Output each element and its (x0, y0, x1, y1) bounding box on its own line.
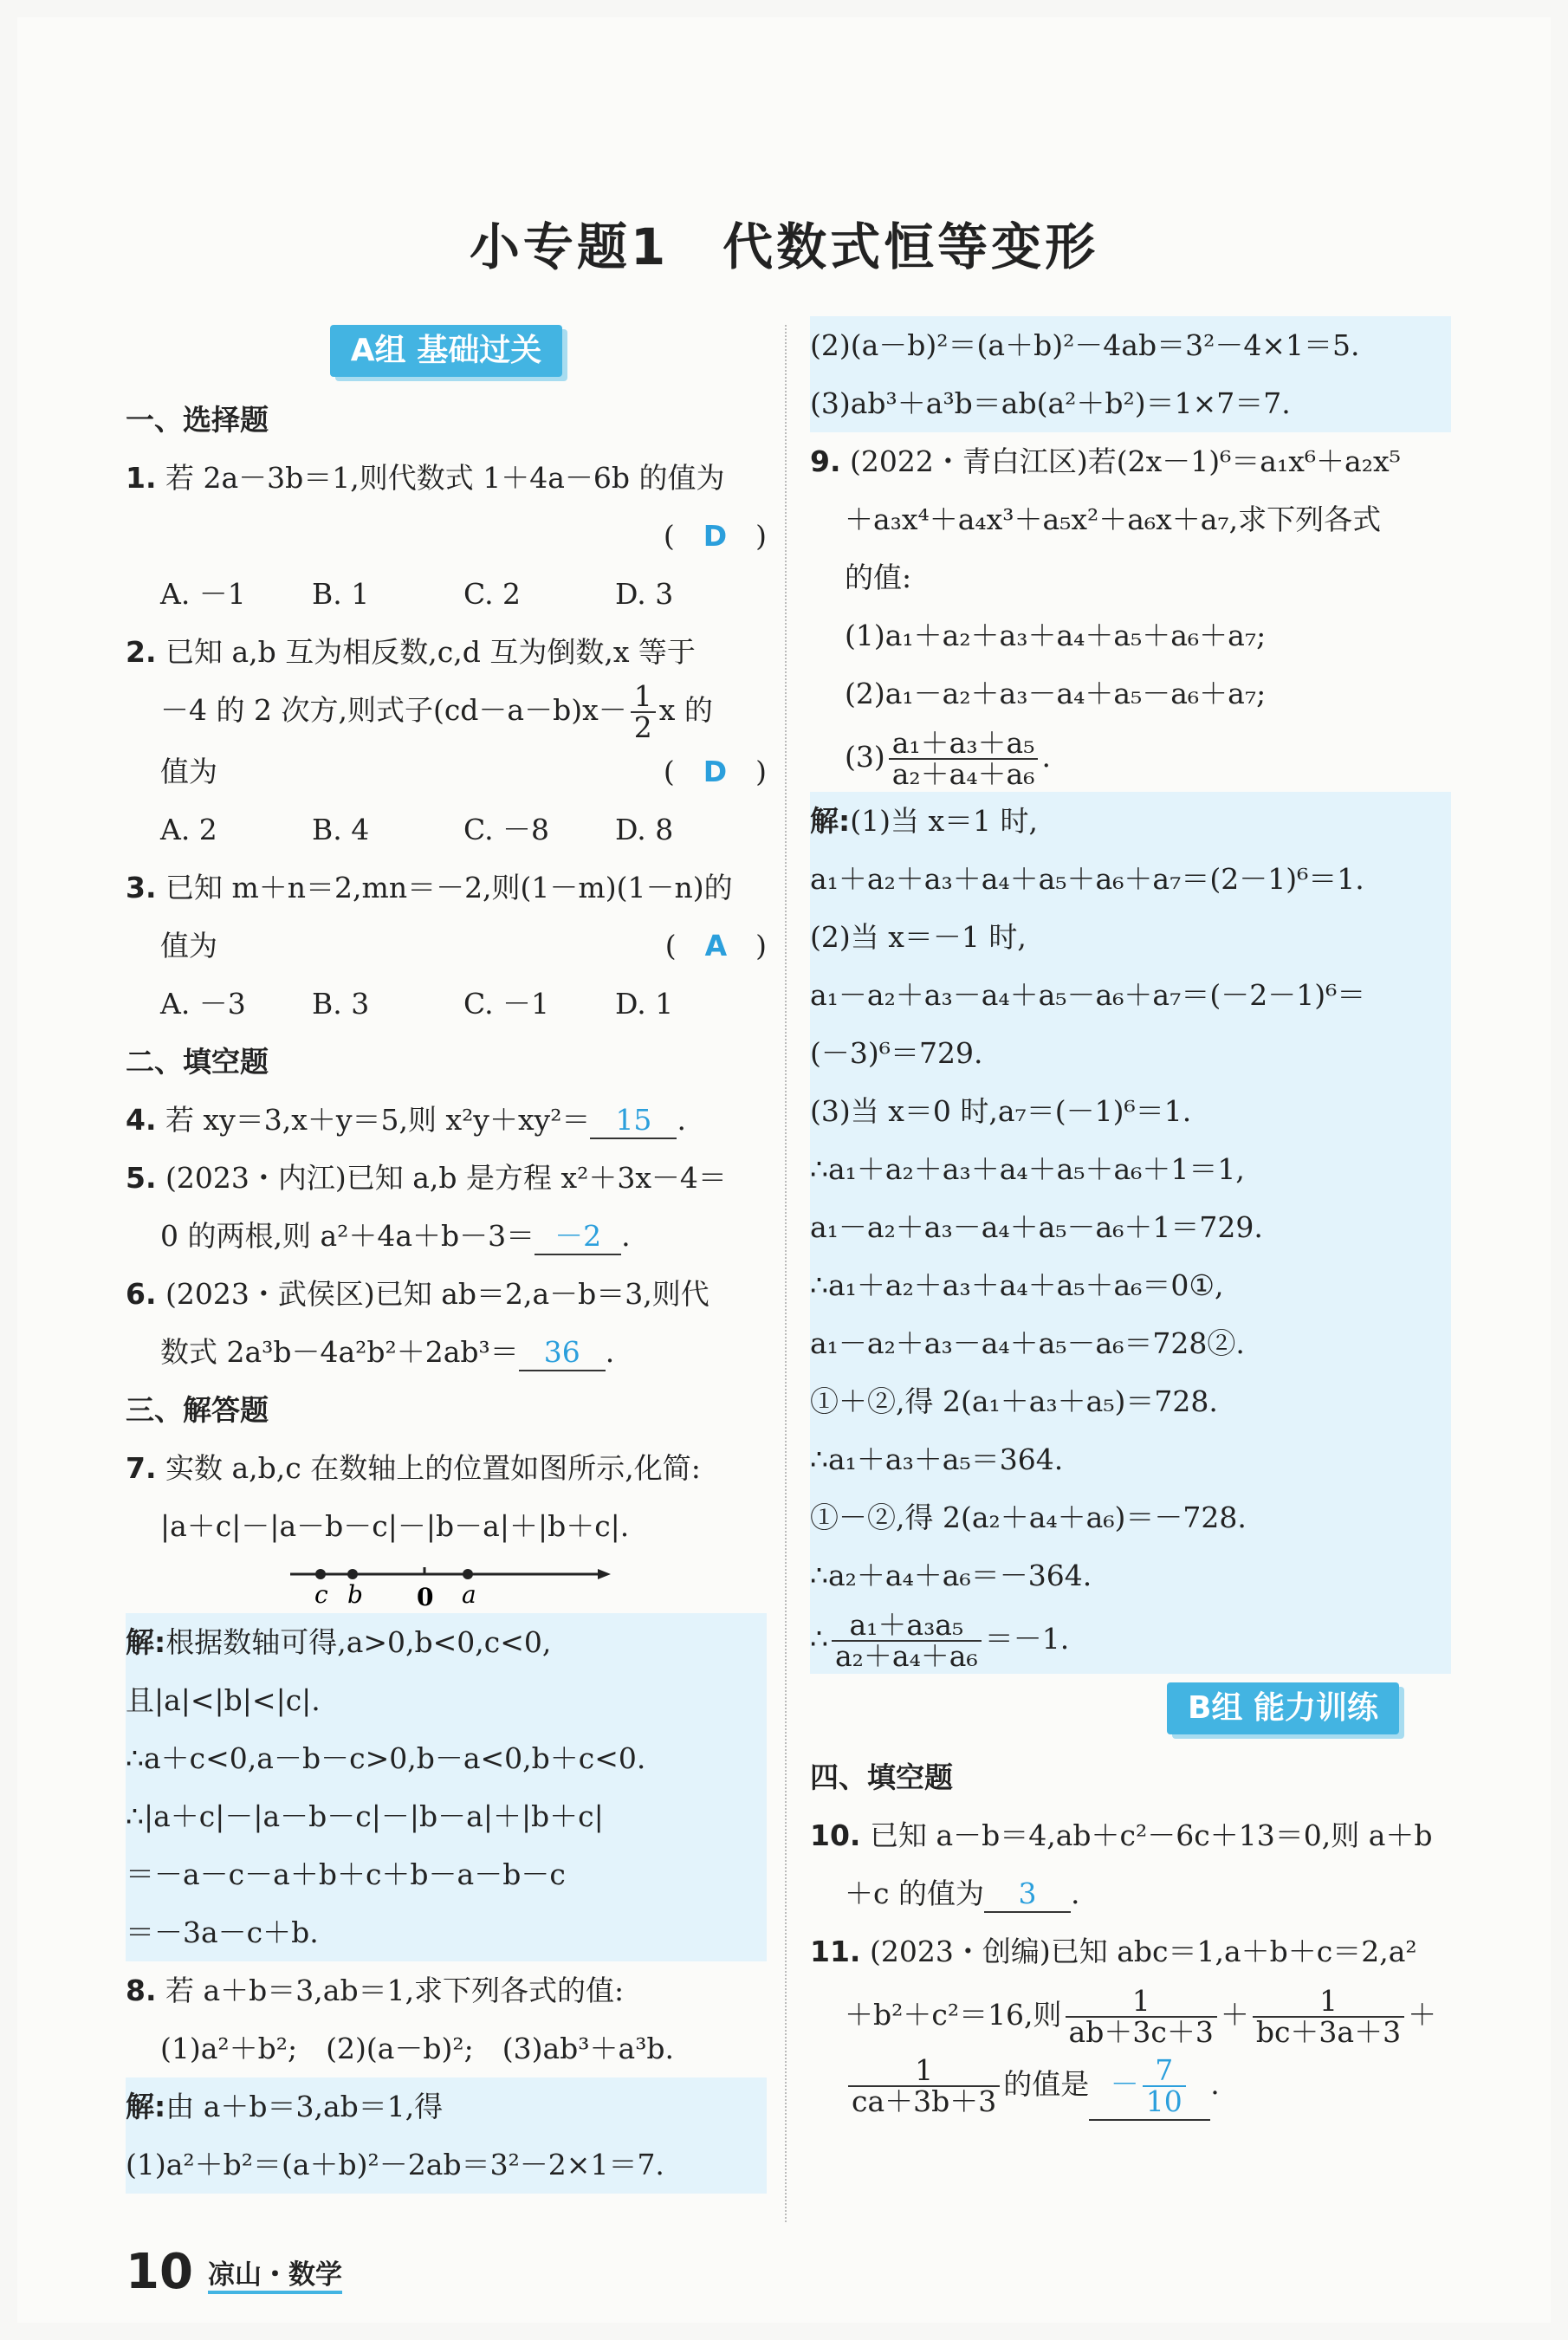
question-10: 10. 已知 a－b＝4,ab＋c²－6c＋13＝0,则 a＋b (810, 1818, 1433, 1852)
q9-solution: 解:(1)当 x＝1 时, a₁＋a₂＋a₃＋a₄＋a₅＋a₆＋a₇＝(2－1)⁶＝1. (2)当 x＝－1 时, a₁－a₂＋a₃－a₄＋a₅－a₆＋a₇＝(－2－1)⁶＝ (－3)⁶＝729. (3)当 x＝0 时,a₇＝(－1)⁶＝1. ∴a₁＋a₂＋a₃＋a₄＋a₅＋a₆＋1＝1, a₁－a₂＋a₃－a₄＋a₅－a₆＋1＝729. ∴a₁＋a₂＋a₃＋a₄＋a₅＋a₆＝0①, a₁－a₂＋a₃－a₄＋a₅－a₆＝728②. ①＋②,得 2(a₁＋a₃＋a₅)＝728. ∴a₁＋a₃＋a₅＝364. ①－②,得 2(a₂＋a₄＋a₆)＝－728. ∴a₂＋a₄＋a₆＝－364. ∴ $\frac{\text{a₁＋a₃a₅}}{\text{a₂＋a₄＋a₆}}$ ＝－1. (810, 792, 1451, 1674)
book-name: 凉山・数学 (208, 2259, 342, 2294)
q1-options: A. －1 B. 1 C. 2 D. 3 (160, 577, 674, 611)
question-1 (126, 449, 767, 507)
left-column: A组 基础过关 一、选择题 1. 若 2a－3b＝1,则代数式 1＋4a－6b 的值为 ( D ) A. －1 B. 1 C. 2 D. 3 2. 已知 a,b 互为相反数,c,d 互为倒数,x 等于 －4 的 2 次方,则式子(cd－a－b)x－ $\frac{1}{2}$ x 的 值为 ( D ) A. 2 B. 4 C. －8 D. 8 3. 已知 m＋n＝2,mn＝－2,则(1－m)(1－n)的 值为 ( A ) A. －3 B. 3 C. －1 D. 1 二、填空题 4. 若 xy＝3,x＋y＝5,则 x²y＋xy²＝ 15 . 5. (2023・内江)已知 a,b 是方程 x²＋3x－4＝ 0 的两根,则 a²＋4a＋b－3＝ －2 . 6. (2023・武侯区)已知 ab＝2,a－b＝3,则代 数式 2a³b－4a²b²＋2ab³＝ 36 . 三、解答题 7. 实数 a,b,c 在数轴上的位置如图所示,化简: |a＋c|－|a－b－c|－|b－a|＋|b＋c|. c b 0 a 解:根据数轴可得,a>0,b<0,c<0, 且|a|<|b|<|c|. ∴a＋c<0,a－b－c>0,b－a<0,b＋c<0. ∴|a＋c|－|a－b－c|－|b－a|＋|b＋c| ＝－a－c－a＋b＋c＋b－a－b－c ＝－3a－c＋b. 8. 若 a＋b＝3,ab＝1,求下列各式的值: (1)a²＋b²; (2)(a－b)²; (3)ab³＋a³b. 解:由 a＋b＝3,ab＝1,得 (1)a²＋b²＝(a＋b)²－2ab＝3²－2×1＝7. (126, 316, 767, 2194)
column-divider (785, 325, 787, 2222)
q1-text: 若 2a－3b＝1,则代数式 1＋4a－6b 的值为 (165, 461, 725, 495)
page-number: 10 (126, 2244, 193, 2300)
question-7: 7. 实数 a,b,c 在数轴上的位置如图所示,化简: (126, 1451, 701, 1485)
section-choice-title: 一、选择题 (126, 403, 269, 437)
q1-answer: ( D ) (663, 519, 767, 553)
q3-answer: ( A ) (664, 929, 767, 963)
question-11: 11. (2023・创编)已知 abc＝1,a＋b＋c＝2,a² (810, 1935, 1417, 1968)
label-a: a (462, 1580, 476, 1609)
q9-fraction: $\frac{\text{a₁＋a₃＋a₅}}{\text{a₂＋a₄＋a₆}}$ (889, 729, 1039, 789)
point-b (347, 1569, 358, 1579)
q3-options: A. －3 B. 3 C. －1 D. 1 (160, 987, 674, 1021)
q1-number: 1. (126, 461, 157, 495)
q8-solution: 解:由 a＋b＝3,ab＝1,得 (1)a²＋b²＝(a＋b)²－2ab＝3²－2×1＝7. (126, 2077, 767, 2194)
q4-answer-blank: 15 (590, 1103, 677, 1139)
question-6: 6. (2023・武侯区)已知 ab＝2,a－b＝3,则代 (126, 1277, 709, 1311)
question-9: 9. (2022・青白江区)若(2x－1)⁶＝a₁x⁶＋a₂x⁵ (810, 444, 1401, 478)
group-a-banner: A组 基础过关 (330, 325, 562, 377)
question-4: 4. 若 xy＝3,x＋y＝5,则 x²y＋xy²＝ 15 . (126, 1091, 767, 1149)
q7-solution: 解:根据数轴可得,a>0,b<0,c<0, 且|a|<|b|<|c|. ∴a＋c<0,a－b－c>0,b－a<0,b＋c<0. ∴|a＋c|－|a－b－c|－|b－a|＋|b＋c| ＝－a－c－a＋b＋c＋b－a－b－c ＝－3a－c＋b. (126, 1613, 767, 1961)
section-fill-b-title: 四、填空题 (810, 1760, 953, 1794)
question-8: 8. 若 a＋b＝3,ab＝1,求下列各式的值: (126, 1974, 625, 2007)
point-a (463, 1569, 473, 1579)
group-b-banner: B组 能力训练 (1167, 1682, 1399, 1734)
right-column: (2)(a－b)²＝(a＋b)²－4ab＝3²－4×1＝5. (3)ab³＋a³b＝ab(a²＋b²)＝1×7＝7. 9. (2022・青白江区)若(2x－1)⁶＝a₁x⁶＋a₂x⁵ ＋a₃x⁴＋a₄x³＋a₅x²＋a₆x＋a₇,求下列各式 的值: (1)a₁＋a₂＋a₃＋a₄＋a₅＋a₆＋a₇; (2)a₁－a₂＋a₃－a₄＋a₅－a₆＋a₇; (3) $\frac{\text{a₁＋a₃＋a₅}}{\text{a₂＋a₄＋a₆}}$ . 解:(1)当 x＝1 时, a₁＋a₂＋a₃＋a₄＋a₅＋a₆＋a₇＝(2－1)⁶＝1. (2)当 x＝－1 时, a₁－a₂＋a₃－a₄＋a₅－a₆＋a₇＝(－2－1)⁶＝ (－3)⁶＝729. (3)当 x＝0 时,a₇＝(－1)⁶＝1. ∴a₁＋a₂＋a₃＋a₄＋a₅＋a₆＋1＝1, a₁－a₂＋a₃－a₄＋a₅－a₆＋1＝729. ∴a₁＋a₂＋a₃＋a₄＋a₅＋a₆＝0①, a₁－a₂＋a₃－a₄＋a₅－a₆＝728②. ①＋②,得 2(a₁＋a₃＋a₅)＝728. ∴a₁＋a₃＋a₅＝364. ①－②,得 2(a₂＋a₄＋a₆)＝－728. ∴a₂＋a₄＋a₆＝－364. ∴ $\frac{\text{a₁＋a₃a₅}}{\text{a₂＋a₄＋a₆}}$ ＝－1. B组 能力训练 四、填空题 10. 已知 a－b＝4,ab＋c²－6c＋13＝0,则 a＋b ＋c 的值为 3 . 11. (2023・创编)已知 abc＝1,a＋b＋c＝2,a² ＋b²＋c²＝16,则 $\frac{1}{ab+3c+3}$ ＋ $\frac{1}{bc+3a+3}$ ＋ $\frac{1}{ca+3b+3}$ 的值是 － $\frac{7}{10}$ . (810, 316, 1451, 2119)
question-5: 5. (2023・内江)已知 a,b 是方程 x²＋3x－4＝ (126, 1161, 727, 1195)
label-zero: 0 (417, 1583, 434, 1611)
page-title: 小专题1 代数式恒等变形 (469, 217, 1099, 276)
number-line (126, 1555, 767, 1613)
question-2: 2. 已知 a,b 互为相反数,c,d 互为倒数,x 等于 (126, 635, 696, 669)
q11-answer-blank: － $\frac{7}{10}$ (1089, 2050, 1210, 2121)
q6-answer-blank: 36 (519, 1335, 606, 1371)
section-fill-title: 二、填空题 (126, 1045, 269, 1079)
q10-answer-blank: 3 (984, 1877, 1071, 1913)
q5-answer-blank: －2 (535, 1219, 621, 1255)
page-footer (126, 2244, 342, 2300)
label-c: c (314, 1580, 328, 1609)
q2-answer: ( D ) (663, 755, 767, 788)
q2-options: A. 2 B. 4 C. －8 D. 8 (160, 813, 674, 846)
question-3: 3. 已知 m＋n＝2,mn＝－2,则(1－m)(1－n)的 (126, 871, 733, 904)
section-solve-title: 三、解答题 (126, 1393, 269, 1427)
point-c (315, 1569, 326, 1579)
q2-fraction: $\frac{1}{2}$ (631, 682, 656, 742)
label-b: b (347, 1580, 363, 1609)
